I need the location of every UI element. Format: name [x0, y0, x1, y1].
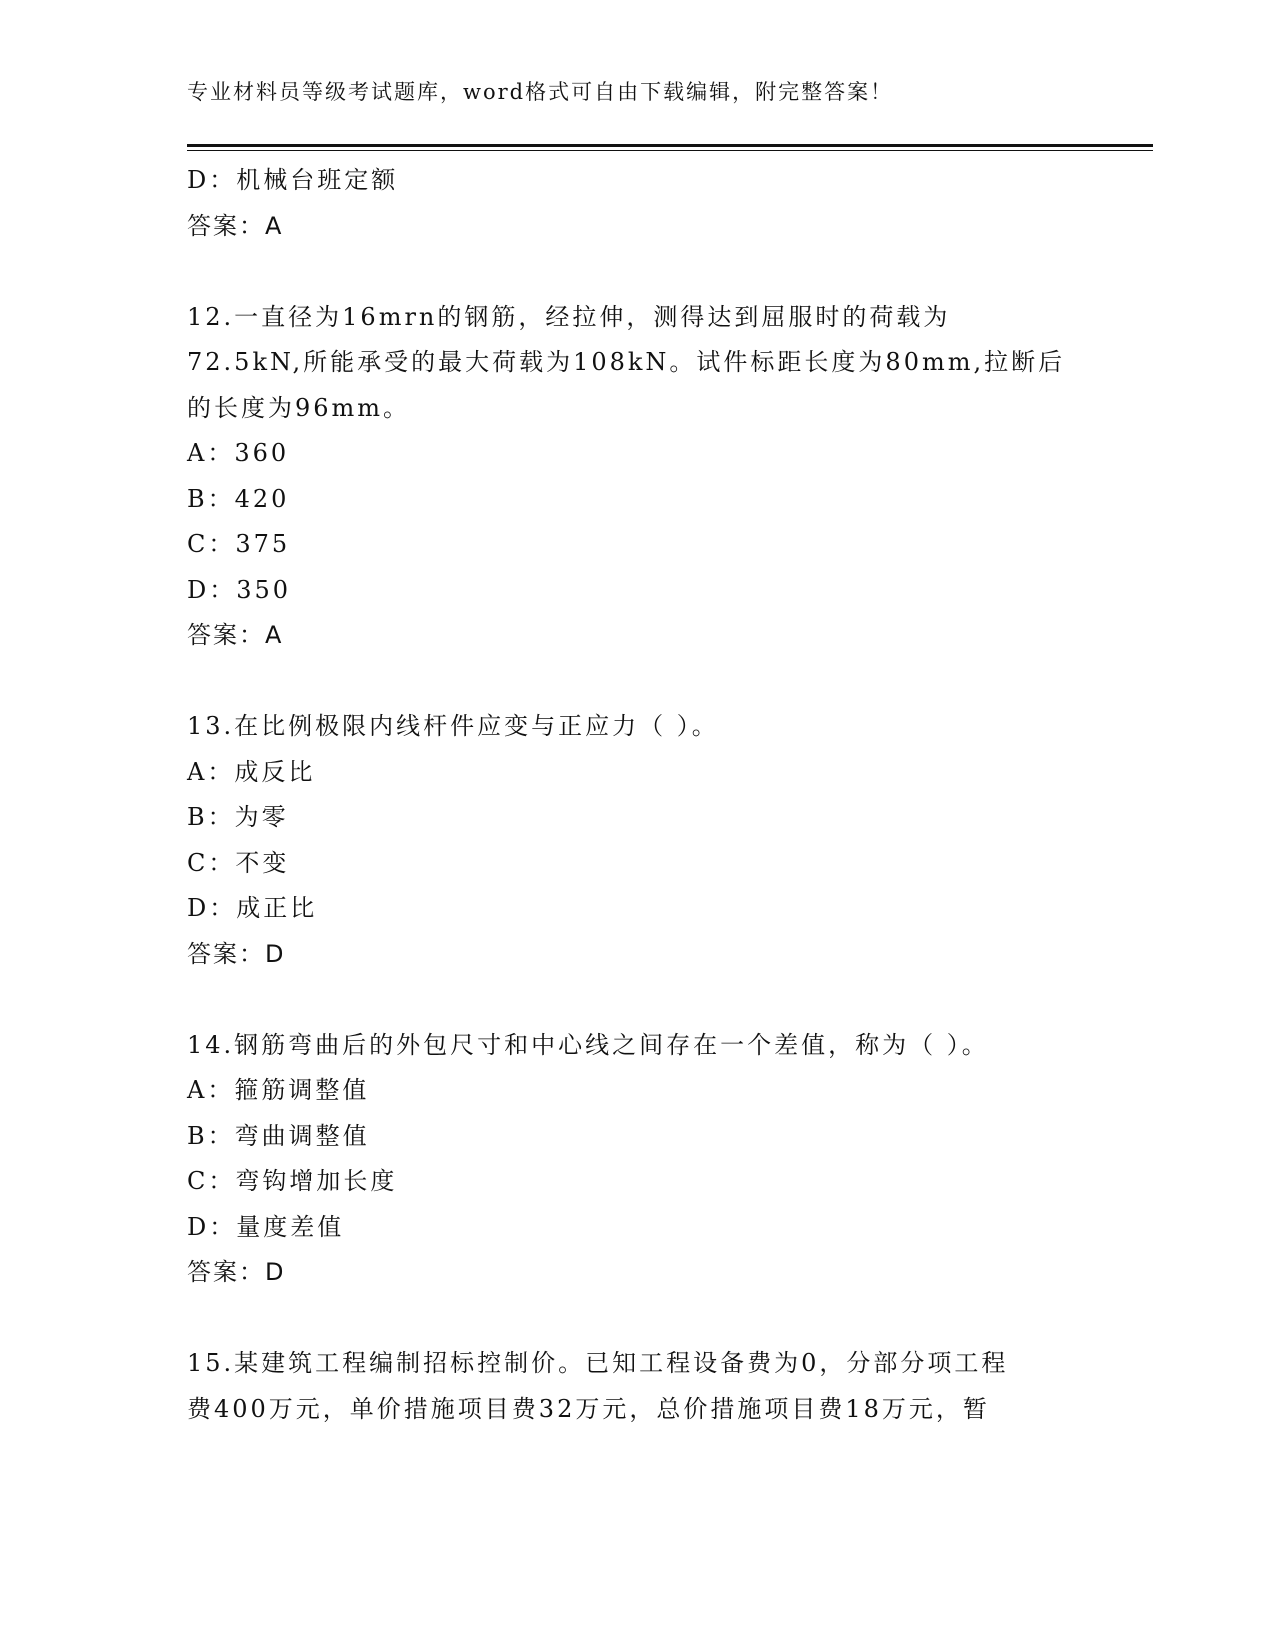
question-stem: 12.一直径为16mrn的钢筋，经拉伸，测得达到屈服时的荷载为 [187, 302, 951, 331]
question-14 [187, 1023, 1087, 1296]
question-stem: 的长度为96mm。 [187, 393, 411, 422]
spacer [187, 1296, 1087, 1342]
option-c: C：375 [187, 530, 291, 558]
answer: 答案：D [187, 939, 286, 968]
answer: 答案：D [187, 1258, 286, 1286]
question-12 [187, 295, 1087, 659]
option-d: D：机械台班定额 [187, 166, 399, 194]
option-b: B：弯曲调整值 [187, 1121, 370, 1150]
answer: 答案：A [187, 211, 284, 240]
option-c: C：弯钩增加长度 [187, 1167, 398, 1195]
spacer [187, 977, 1087, 1023]
header-rule-thin [187, 150, 1153, 151]
option-a: A：成反比 [187, 757, 316, 786]
option-d: D：350 [187, 575, 292, 604]
option-d: D：成正比 [187, 894, 318, 922]
option-c: C：不变 [187, 848, 290, 877]
option-a: A：360 [187, 439, 290, 467]
spacer [187, 249, 1087, 295]
question-stem: 费400万元，单价措施项目费32万元，总价措施项目费18万元，暂 [187, 1394, 990, 1423]
header-rule-thick [187, 144, 1153, 147]
option-b: B：420 [187, 484, 290, 513]
question-content [187, 158, 1087, 1432]
spacer [187, 659, 1087, 705]
question-stem: 72.5kN,所能承受的最大荷载为108kN。试件标距长度为80mm,拉断后 [187, 348, 1066, 376]
page-header: 专业材料员等级考试题库，word格式可自由下载编辑，附完整答案！ [187, 80, 894, 104]
option-d: D：量度差值 [187, 1212, 345, 1241]
question-15 [187, 1341, 1087, 1432]
question-stem: 13.在比例极限内线杆件应变与正应力（ ）。 [187, 712, 719, 740]
question-13 [187, 704, 1087, 977]
option-b: B：为零 [187, 803, 289, 831]
question-stem: 15.某建筑工程编制招标控制价。已知工程设备费为0，分部分项工程 [187, 1349, 1009, 1377]
answer: 答案：A [187, 621, 284, 649]
option-a: A：箍筋调整值 [187, 1076, 370, 1104]
question-stem: 14.钢筋弯曲后的外包尺寸和中心线之间存在一个差值，称为（ ）。 [187, 1030, 989, 1059]
